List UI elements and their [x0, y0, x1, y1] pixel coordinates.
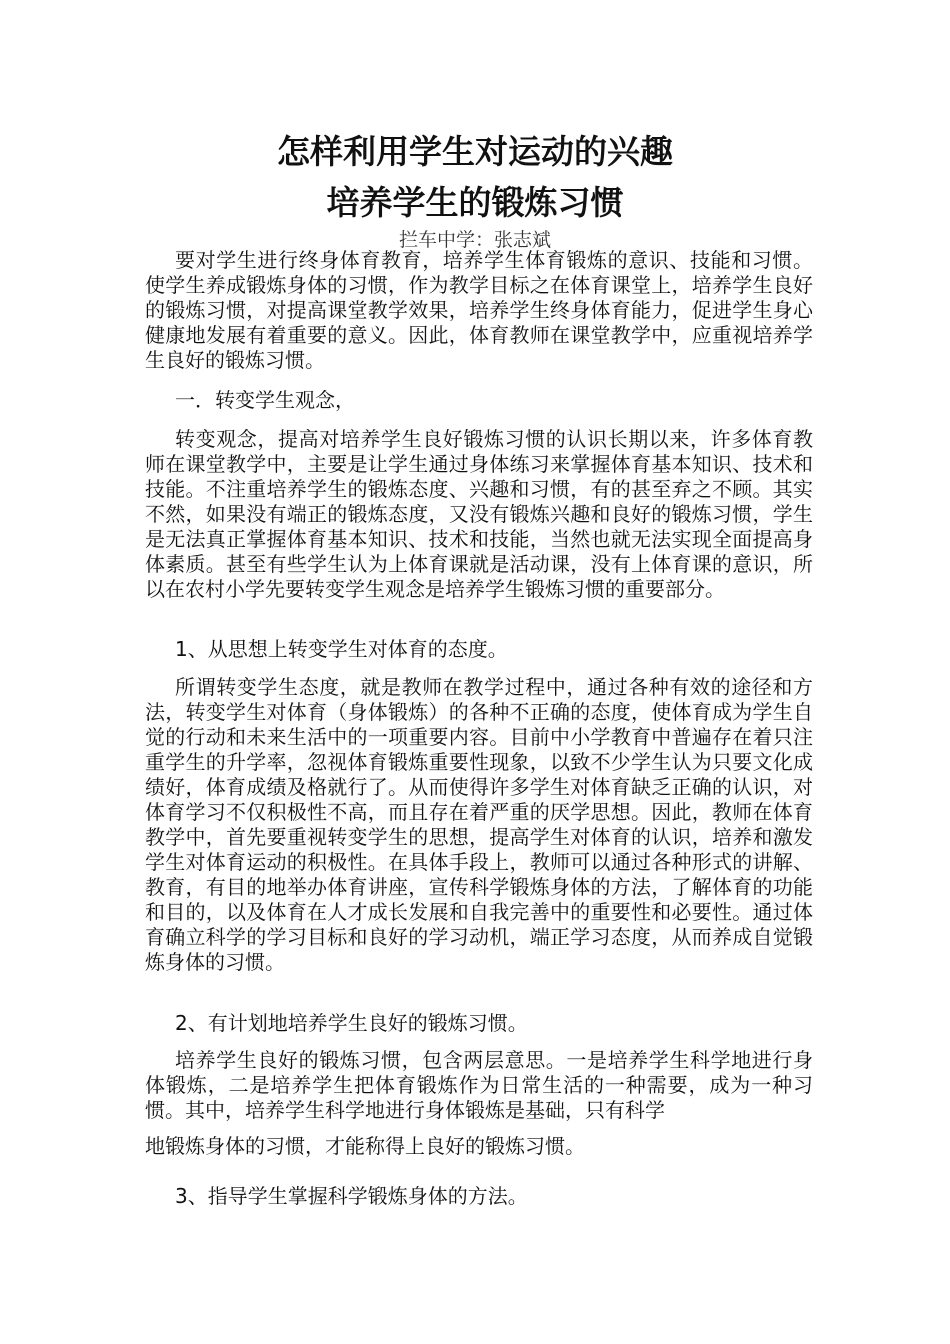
point-1-heading: 1、从思想上转变学生对体育的态度。 — [175, 637, 508, 661]
point-3-heading: 3、指导学生掌握科学锻炼身体的方法。 — [175, 1184, 528, 1208]
author-line: 拦车中学：张志斌 — [398, 229, 551, 251]
point-2-paragraph-continued: 地锻炼身体的习惯，才能称得上良好的锻炼习惯。 — [145, 1134, 585, 1158]
point-1-paragraph: 所谓转变学生态度，就是教师在教学过程中，通过各种有效的途径和方法，转变学生对体育（身体锻炼）的各种不正确的态度，使体育成为学生自觉的行动和未来生活中的一项重要内容。目前中小学教育中普遍存在着只注重学生的升学率，忽视体育锻炼重要性现象，以致不少学生认为只要文化成绩好，体育成绩及格就行了。从而使得许多学生对体育缺乏正确的认识，对体育学习不仅积极性不高，而且存在着严重的厌学思想。因此，教师在体育教学中，首先要重视转变学生的思想，提高学生对体育的认识，培养和激发学生对体育运动的积极性。在具体手段上，教师可以通过各种形式的讲解、教育，有目的地举办体育讲座，宣传科学锻炼身体的方法，了解体育的功能和目的，以及体育在人才成长发展和自我完善中的重要性和必要性。通过体育确立科学的学习目标和良好的学习动机，端正学习态度，从而养成自觉锻炼身体的习惯。 — [145, 675, 813, 974]
document-title-line-2: 培养学生的锻炼习惯 — [326, 183, 624, 222]
intro-paragraph: 要对学生进行终身体育教育，培养学生体育锻炼的意识、技能和习惯。使学生养成锻炼身体的习惯，作为教学目标之在体育课堂上，培养学生良好的锻炼习惯，对提高课堂教学效果，培养学生终身体育能力，促进学生身心健康地发展有着重要的意义。因此，体育教师在课堂教学中，应重视培养学生良好的锻炼习惯。 — [145, 248, 813, 372]
document-title-line-1: 怎样利用学生对运动的兴趣 — [277, 132, 673, 171]
point-2-paragraph: 培养学生良好的锻炼习惯，包含两层意思。一是培养学生科学地进行身体锻炼，二是培养学生把体育锻炼作为日常生活的一种需要，成为一种习惯。其中，培养学生科学地进行身体锻炼是基础，只有科学 — [145, 1048, 813, 1122]
section-1-paragraph: 转变观念，提高对培养学生良好锻炼习惯的认识长期以来，许多体育教师在课堂教学中，主要是让学生通过身体练习来掌握体育基本知识、技术和技能。不注重培养学生的锻炼态度、兴趣和习惯，有的甚至弃之不顾。其实不然，如果没有端正的锻炼态度，又没有锻炼兴趣和良好的锻炼习惯，学生是无法真正掌握体育基本知识、技术和技能，当然也就无法实现全面提高身体素质。甚至有些学生认为上体育课就是活动课，没有上体育课的意识，所以在农村小学先要转变学生观念是培养学生锻炼习惯的重要部分。 — [145, 427, 813, 601]
section-1-heading: 一．转变学生观念， — [175, 388, 355, 412]
point-2-heading: 2、有计划地培养学生良好的锻炼习惯。 — [175, 1011, 528, 1035]
